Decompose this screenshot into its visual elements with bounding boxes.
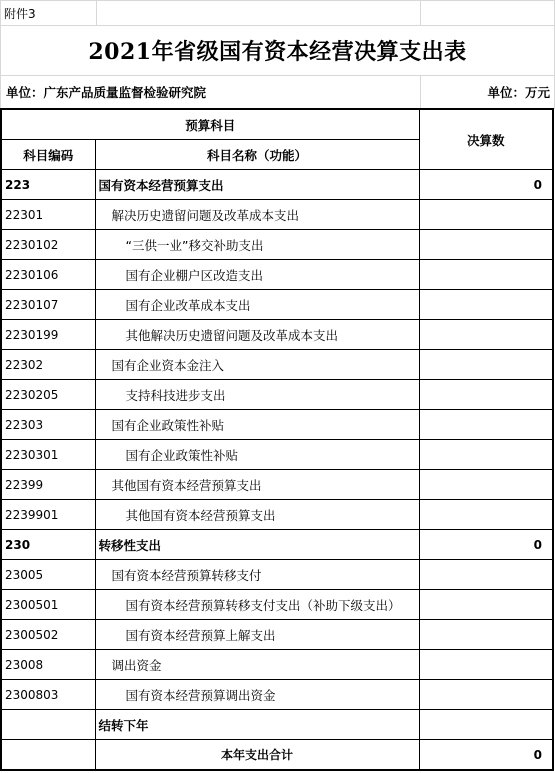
unit-organization: 单位：广东产品质量监督检验研究院: [1, 76, 421, 109]
subject-name-cell: 其他国有资本经营预算支出: [95, 500, 419, 530]
subject-name-cell: 国有资本经营预算转移支付: [95, 560, 419, 590]
header-budget-subject: 预算科目: [1, 109, 419, 140]
subject-code-cell: 2230301: [1, 440, 95, 470]
subject-name-cell: 国有资本经营预算支出: [95, 170, 419, 200]
amount-cell: [419, 410, 553, 440]
subject-code-cell: [1, 710, 95, 740]
appendix-label: 附件3: [1, 1, 97, 26]
table-row: [1, 350, 553, 380]
subject-code-cell: 23008: [1, 650, 95, 680]
amount-cell: [419, 590, 553, 620]
subject-code-cell: 2239901: [1, 500, 95, 530]
amount-cell: [419, 380, 553, 410]
subject-code-cell: 223: [1, 170, 95, 200]
table-row: [1, 590, 553, 620]
subject-code-cell: 23005: [1, 560, 95, 590]
amount-cell: [419, 620, 553, 650]
subject-name-cell: 国有企业资本金注入: [95, 350, 419, 380]
amount-cell: [419, 710, 553, 740]
table-row: [1, 380, 553, 410]
subject-name-cell: 国有资本经营预算转移支付支出（补助下级支出）: [95, 590, 419, 620]
subject-code-cell: 22399: [1, 470, 95, 500]
subject-name-cell: 国有资本经营预算上解支出: [95, 620, 419, 650]
amount-cell: [419, 230, 553, 260]
total-label: 本年支出合计: [95, 740, 419, 771]
header-area: [0, 0, 555, 109]
amount-cell: [419, 560, 553, 590]
page-title: 2021年省级国有资本经营决算支出表: [1, 26, 555, 76]
subject-name-cell: 国有资本经营预算调出资金: [95, 680, 419, 710]
unit-currency: 单位：万元: [421, 76, 555, 109]
amount-cell: [419, 440, 553, 470]
subject-name-cell: 国有企业棚户区改造支出: [95, 260, 419, 290]
total-amount: 0: [419, 740, 553, 771]
subject-name-cell: 其他国有资本经营预算支出: [95, 470, 419, 500]
amount-cell: [419, 200, 553, 230]
header-final-amount: 决算数: [419, 109, 553, 170]
table-row: [1, 470, 553, 500]
table-row: [1, 530, 553, 560]
table-row: [1, 620, 553, 650]
amount-cell: [419, 350, 553, 380]
subject-name-cell: 调出资金: [95, 650, 419, 680]
subject-code-cell: 22302: [1, 350, 95, 380]
table-row: [1, 290, 553, 320]
amount-cell: [419, 290, 553, 320]
table-row: [1, 320, 553, 350]
amount-cell: [419, 320, 553, 350]
subject-name-cell: 国有企业政策性补贴: [95, 440, 419, 470]
subject-code-cell: 2230199: [1, 320, 95, 350]
table-row: [1, 410, 553, 440]
subject-code-cell: 2230205: [1, 380, 95, 410]
table-row: [1, 260, 553, 290]
amount-cell: [419, 260, 553, 290]
subject-code-cell: 22301: [1, 200, 95, 230]
subject-code-cell: 2300502: [1, 620, 95, 650]
subject-name-cell: 支持科技进步支出: [95, 380, 419, 410]
subject-name-cell: 结转下年: [95, 710, 419, 740]
subject-code-cell: 230: [1, 530, 95, 560]
table-row: [1, 500, 553, 530]
table-body: [1, 170, 553, 740]
subject-name-cell: “三供一业”移交补助支出: [95, 230, 419, 260]
subject-code-cell: 2230106: [1, 260, 95, 290]
subject-name-cell: 转移性支出: [95, 530, 419, 560]
amount-cell: 0: [419, 530, 553, 560]
subject-code-cell: 2300501: [1, 590, 95, 620]
amount-cell: [419, 470, 553, 500]
table-row: [1, 680, 553, 710]
table-row: [1, 650, 553, 680]
table-row: [1, 230, 553, 260]
subject-name-cell: 其他解决历史遗留问题及改革成本支出: [95, 320, 419, 350]
subject-code-cell: 2230102: [1, 230, 95, 260]
subject-name-cell: 国有企业政策性补贴: [95, 410, 419, 440]
amount-cell: 0: [419, 170, 553, 200]
table-row: [1, 710, 553, 740]
expenditure-table: [0, 108, 554, 771]
total-row: [1, 740, 553, 771]
subject-code-cell: 2230107: [1, 290, 95, 320]
amount-cell: [419, 650, 553, 680]
table-row: [1, 560, 553, 590]
table-row: [1, 200, 553, 230]
amount-cell: [419, 500, 553, 530]
subject-name-cell: 解决历史遗留问题及改革成本支出: [95, 200, 419, 230]
table-row: [1, 440, 553, 470]
subject-code-cell: 2300803: [1, 680, 95, 710]
header-subject-name: 科目名称（功能）: [95, 140, 419, 170]
subject-code-cell: 22303: [1, 410, 95, 440]
header-subject-code: 科目编码: [1, 140, 95, 170]
amount-cell: [419, 680, 553, 710]
subject-name-cell: 国有企业改革成本支出: [95, 290, 419, 320]
table-row: [1, 170, 553, 200]
